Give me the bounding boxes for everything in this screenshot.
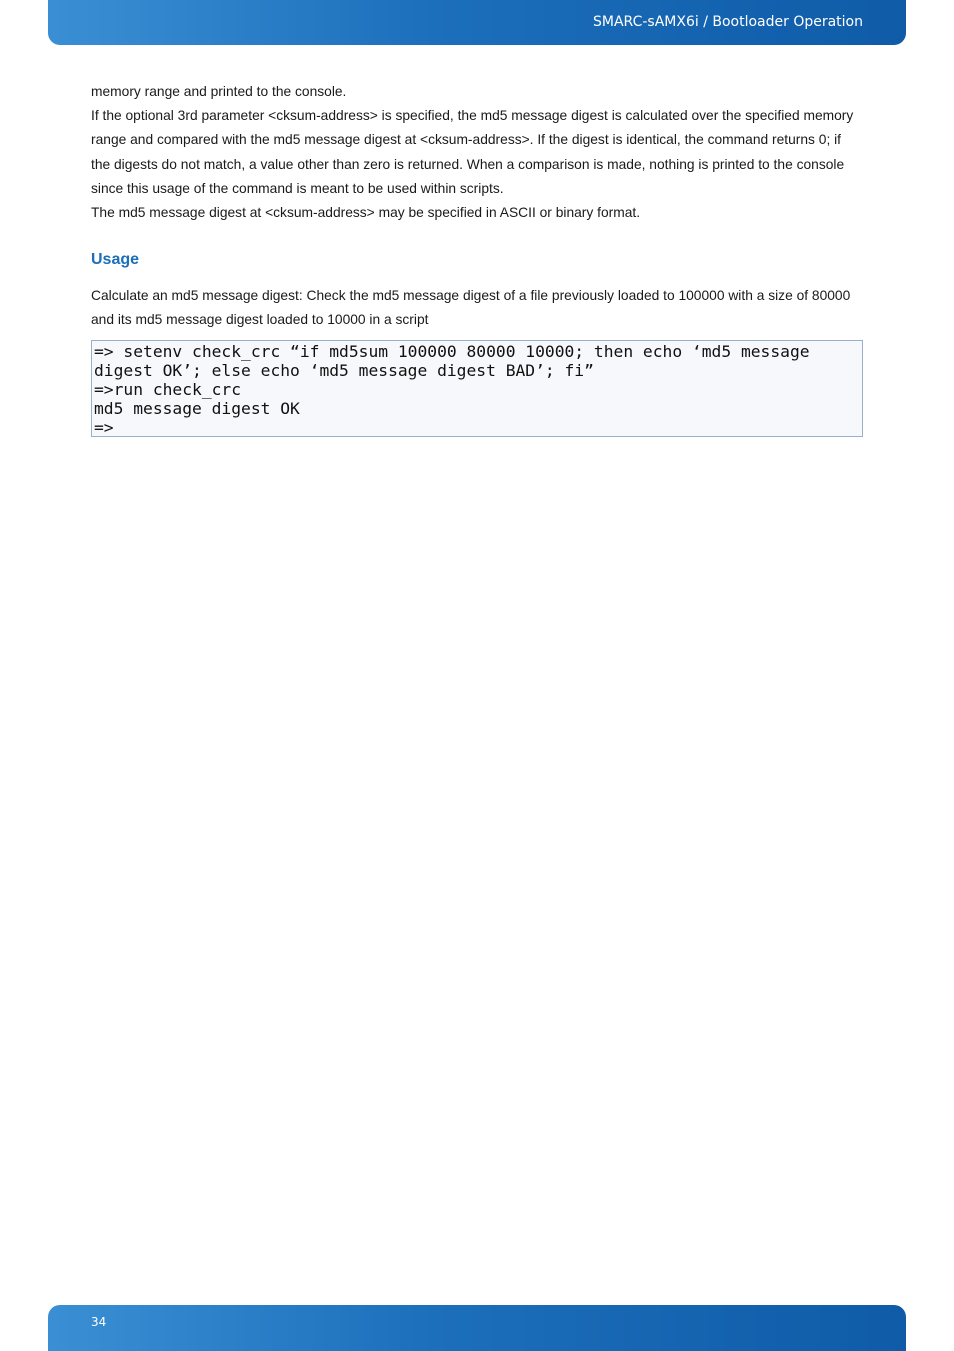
usage-description: Calculate an md5 message digest: Check the md5 message digest of a file previously loaded to 100000 with a size of 80000 and its md5 message digest loaded to 10000 in a script bbox=[91, 288, 851, 328]
header-title: SMARC-sAMX6i / Bootloader Operation bbox=[593, 14, 863, 30]
code-line: =>run check_crc bbox=[94, 380, 242, 399]
code-block bbox=[91, 340, 863, 437]
usage-heading: Usage bbox=[91, 251, 140, 268]
code-line: digest OK’; else echo ‘md5 message digest BAD’; fi” bbox=[94, 361, 594, 380]
paragraph-3: The md5 message digest at <cksum-address> may be specified in ASCII or binary format. bbox=[91, 205, 641, 221]
code-line: => bbox=[94, 418, 114, 437]
code-line: md5 message digest OK bbox=[94, 399, 300, 418]
header-bar bbox=[48, 0, 906, 45]
footer-bar bbox=[48, 1305, 906, 1351]
paragraph-2: If the optional 3rd parameter <cksum-address> is specified, the md5 message digest is calculated over the specified memory range and compared with the md5 message digest at <cksum-address>. If the digest is identical, the command returns 0; if the digests do not match, a value other than zero is returned. When a comparison is made, nothing is printed to the console since this usage of the command is meant to be used within scripts. bbox=[91, 108, 854, 196]
body-text bbox=[91, 80, 864, 225]
usage-description-block bbox=[91, 284, 864, 332]
page-number: 34 bbox=[91, 1315, 107, 1329]
paragraph-1: memory range and printed to the console. bbox=[91, 84, 347, 99]
code-line: => setenv check_crc “if md5sum 100000 80000 10000; then echo ‘md5 message bbox=[94, 342, 810, 361]
